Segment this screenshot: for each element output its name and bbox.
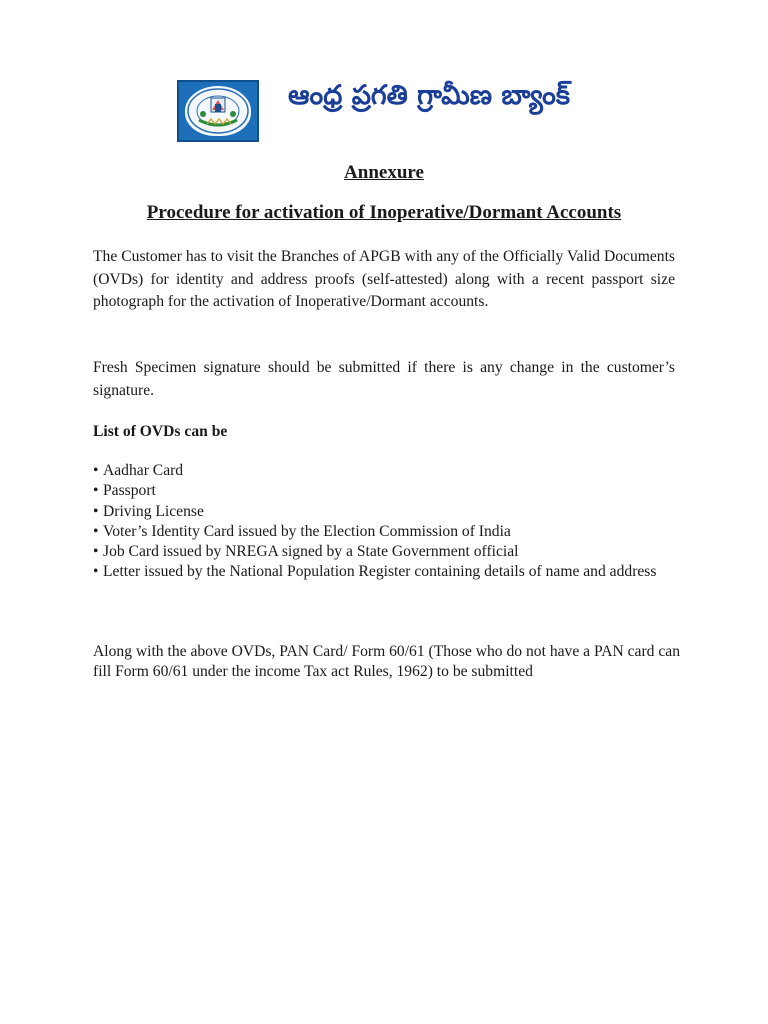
bullet-icon: • [93, 482, 99, 500]
bullet-icon: • [93, 543, 99, 561]
signature-paragraph: Fresh Specimen signature should be submitted if there is any change in the customer’s signature. [93, 359, 675, 399]
intro-paragraph: The Customer has to visit the Branches of APGB with any of the Officially Valid Documents (OVDs) for identity and address proofs (self-attested) along with a recent passport size photograph for the activation of Inoperative/Dormant accounts. [93, 248, 675, 310]
list-item-text: Passport [103, 482, 156, 500]
list-item [93, 562, 683, 582]
list-item [93, 542, 683, 562]
seal-emblem-icon [185, 86, 251, 136]
bullet-icon: • [93, 522, 99, 540]
list-item [93, 461, 683, 481]
list-item [93, 481, 683, 501]
bank-logo-icon [177, 80, 259, 142]
document-title: Procedure for activation of Inoperative/Dormant Accounts [146, 202, 622, 223]
list-item [93, 502, 683, 522]
ovd-list-heading: List of OVDs can be [93, 423, 228, 440]
list-item [93, 522, 683, 542]
list-item-text: Job Card issued by NREGA signed by a State Government official [103, 543, 519, 561]
list-item-text: Letter issued by the National Population Register containing details of name and address [103, 563, 657, 581]
bullet-icon: • [93, 502, 99, 520]
annexure-heading: Annexure [344, 162, 424, 183]
list-item-text: Aadhar Card [103, 462, 184, 479]
closing-paragraph: Along with the above OVDs, PAN Card/ Form 60/61 (Those who do not have a PAN card can fill Form 60/61 under the income Tax act Rules, 1962) to be submitted [93, 643, 681, 680]
list-item-text: Voter’s Identity Card issued by the Election Commission of India [103, 522, 511, 540]
logo-emblem [185, 86, 251, 136]
bank-name-telugu: ఆంధ్ర ప్రగతి గ్రామీణ బ్యాంక్ [288, 80, 570, 111]
bullet-icon: • [93, 563, 99, 581]
ovd-list [93, 461, 683, 583]
bullet-icon: • [93, 462, 99, 479]
list-item-text: Driving License [103, 502, 204, 520]
